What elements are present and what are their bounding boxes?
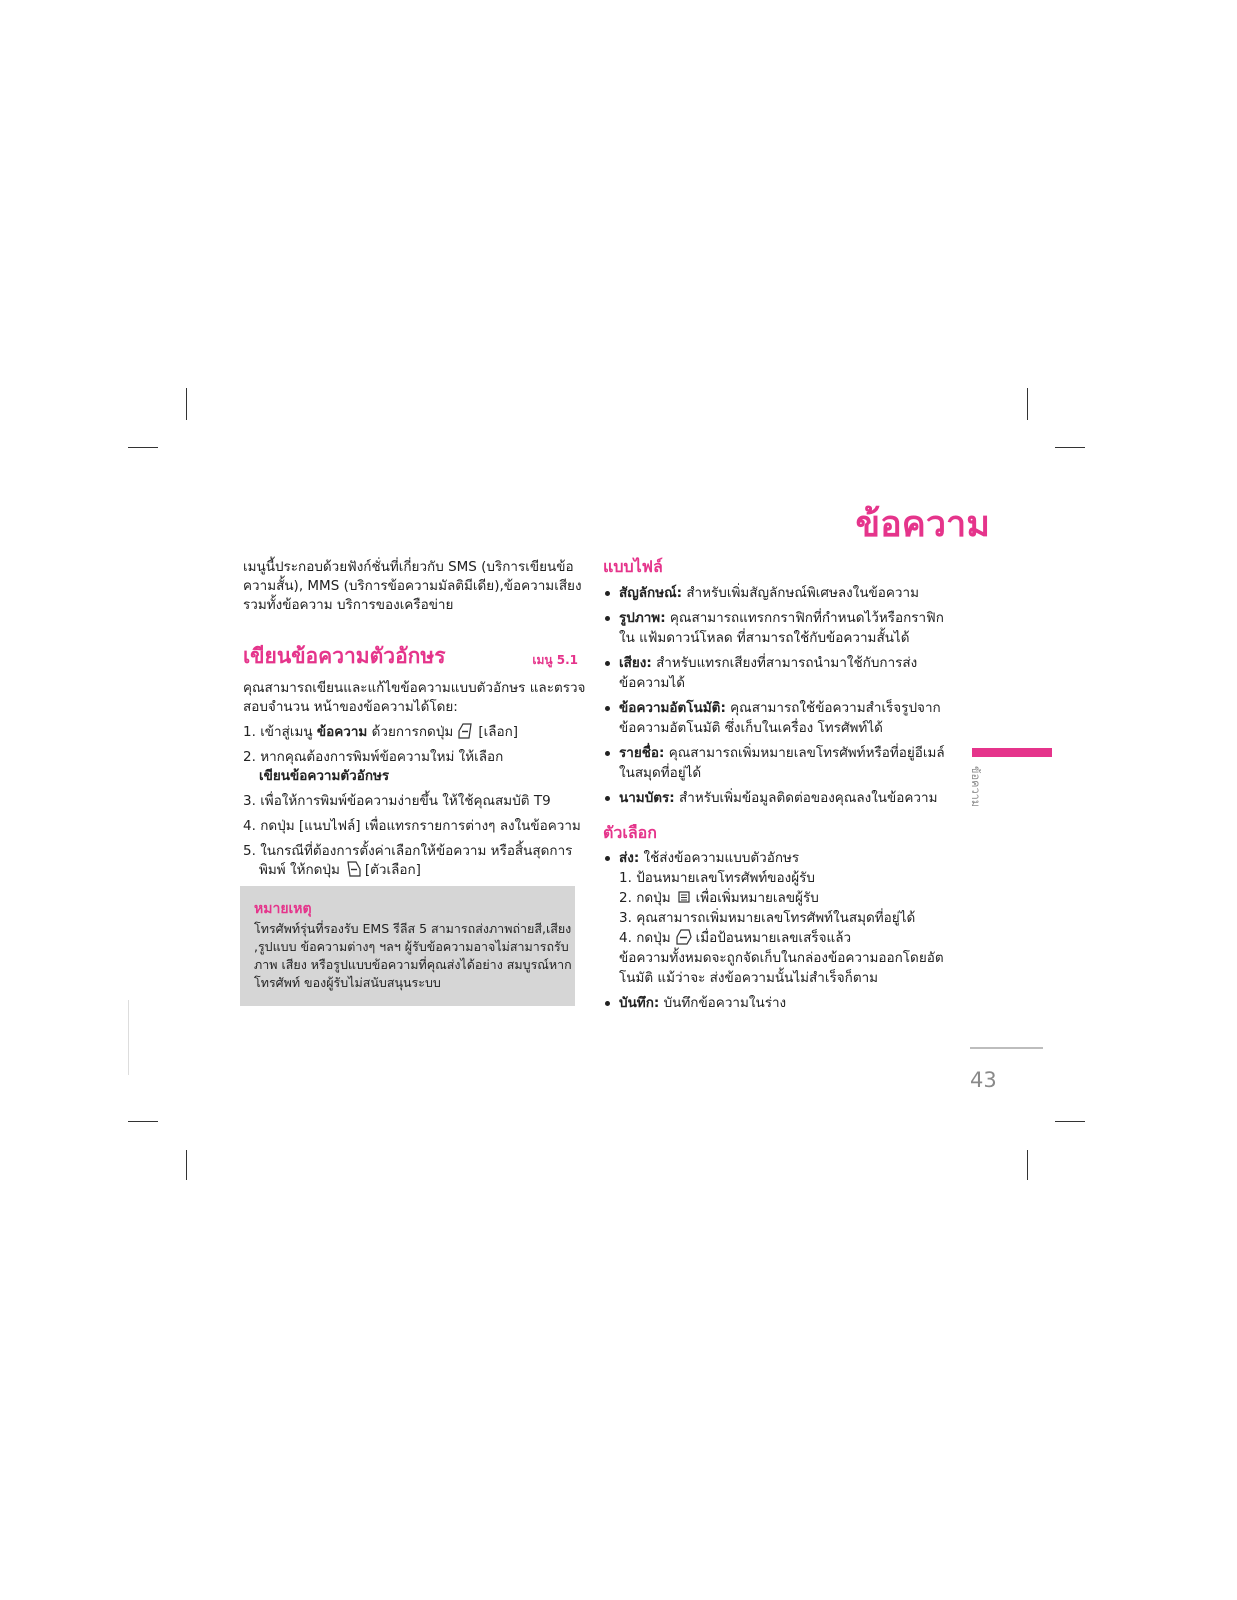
item-term: นามบัตร: xyxy=(619,790,675,806)
key-label: [เลือก] xyxy=(478,724,519,740)
step-number: 1. xyxy=(243,724,256,740)
step-text: เมื่อป้อนหมายเลขเสร็จแล้ว xyxy=(695,930,852,946)
note-line: โทรศัพท์ ของผู้รับไม่สนับสนุนระบบ xyxy=(254,975,441,990)
item-desc: คุณสามารถแทรกกราฟิกที่กำหนดไว้หรือกราฟิก xyxy=(669,610,944,626)
send-step xyxy=(619,908,943,928)
step-number: 2. xyxy=(619,890,632,906)
step-1 xyxy=(243,723,588,742)
item-term: บันทึก: xyxy=(619,995,660,1011)
crop-mark xyxy=(128,447,158,448)
step-text: ด้วยการกดปุ่ม xyxy=(371,724,454,740)
item-desc: ในสมุดที่อยู่ได้ xyxy=(619,765,702,781)
item-desc: ข้อความได้ xyxy=(619,675,685,691)
key-label: [ตัวเลือก] xyxy=(364,862,421,878)
note-line: ,รูปแบบ ข้อความต่างๆ ฯลฯ ผู้รับข้อความอาจไม่สามารถรับ xyxy=(254,939,569,954)
item-term: สัญลักษณ์: xyxy=(619,585,683,601)
left-softkey-icon xyxy=(457,723,475,739)
item-term: เสียง: xyxy=(619,655,652,671)
intro-line: รวมทั้งข้อความ บริการของเครือข่าย xyxy=(243,597,454,613)
paragraph-line: สอบจำนวน หน้าของข้อความได้โดย: xyxy=(243,699,458,715)
intro-line: ความสั้น), MMS (บริการข้อความมัลติมีเดีย),ข้อความเสียง xyxy=(243,578,582,594)
note-line: ภาพ เสียง หรือรูปแบบข้อความที่คุณส่งได้อย่าง สมบูรณ์หาก xyxy=(254,957,572,972)
section-tab-bar xyxy=(972,748,1052,757)
attach-item xyxy=(603,608,943,648)
attach-item xyxy=(603,653,943,693)
attach-heading: แบบไฟล์ xyxy=(603,557,663,576)
step-text: เพื่อให้การพิมพ์ข้อความง่ายขึ้น ให้ใช้คุณสมบัติ T9 xyxy=(260,793,551,809)
attach-item xyxy=(603,583,943,603)
step-text: ป้อนหมายเลขโทรศัพท์ของผู้รับ xyxy=(636,870,815,886)
menu-name: ข้อความ xyxy=(316,724,368,740)
section-heading: เขียนข้อความตัวอักษร xyxy=(243,644,446,668)
intro-paragraph xyxy=(243,558,588,615)
crop-mark xyxy=(1027,1150,1028,1180)
step-number: 2. xyxy=(243,749,256,765)
step-4 xyxy=(243,817,588,836)
page-number: 43 xyxy=(970,1068,997,1092)
paragraph-line: คุณสามารถเขียนและแก้ไขข้อความแบบตัวอักษร และตรวจ xyxy=(243,680,586,696)
phonebook-key-icon xyxy=(675,889,693,905)
item-desc: ใน แฟ้มดาวน์โหลด ที่สามารถใช้กับข้อความสั้นได้ xyxy=(619,630,910,646)
step-text: กดปุ่ม [แนบไฟล์] เพื่อแทรกรายการต่างๆ ลงในข้อความ xyxy=(260,818,581,834)
item-desc: ใช้ส่งข้อความแบบตัวอักษร xyxy=(643,850,800,866)
item-desc: คุณสามารถเพิ่มหมายเลขโทรศัพท์หรือที่อยู่อีเมล์ xyxy=(668,745,945,761)
intro-line: เมนูนี้ประกอบด้วยฟังก์ชั่นที่เกี่ยวกับ SMS (บริการเขียนข้อ xyxy=(243,559,574,575)
left-column xyxy=(243,558,588,880)
margin-rule xyxy=(128,1000,129,1075)
attach-item xyxy=(603,743,943,783)
step-text: กดปุ่ม xyxy=(636,890,671,906)
note-box xyxy=(240,886,575,1006)
send-step xyxy=(619,888,943,908)
step-text: หากคุณต้องการพิมพ์ข้อความใหม่ ให้เลือก xyxy=(260,749,504,765)
section-header xyxy=(243,641,588,671)
chapter-title: ข้อความ xyxy=(855,504,990,545)
right-column xyxy=(603,557,943,1013)
crop-mark xyxy=(128,1121,158,1122)
step-text: เพื่อเพิ่มหมายเลขผู้รับ xyxy=(695,890,819,906)
attach-item xyxy=(603,698,943,738)
step-text: ในกรณีที่ต้องการตั้งค่าเลือกให้ข้อความ หรือสิ้นสุดการ xyxy=(260,843,573,859)
item-term: ข้อความอัตโนมัติ: xyxy=(619,700,726,716)
item-desc: สำหรับเพิ่มสัญลักษณ์พิเศษลงในข้อความ xyxy=(686,585,919,601)
crop-mark xyxy=(1027,388,1028,420)
step-number: 5. xyxy=(243,843,256,859)
right-softkey-icon xyxy=(344,861,362,877)
note-heading: หมายเหตุ xyxy=(254,901,312,917)
step-text: เข้าสู่เมนู xyxy=(260,724,313,740)
attach-item xyxy=(603,788,943,808)
item-term: รายชื่อ: xyxy=(619,745,665,761)
step-text: คุณสามารถเพิ่มหมายเลขโทรศัพท์ในสมุดที่อยู่ได้ xyxy=(636,910,916,926)
crop-mark xyxy=(186,1150,187,1180)
section-tab-label: ข้อความ xyxy=(969,766,982,808)
item-desc: บันทึกข้อความในร่าง xyxy=(663,995,787,1011)
section-paragraph xyxy=(243,679,588,717)
step-text: พิมพ์ ให้กดปุ่ม xyxy=(259,862,340,878)
send-note-line: โนมัติ แม้ว่าจะ ส่งข้อความนั้นไม่สำเร็จก็ตาม xyxy=(619,970,879,986)
step-number: 3. xyxy=(619,910,632,926)
item-term: ส่ง: xyxy=(619,850,640,866)
page-number-rule xyxy=(970,1047,1043,1049)
option-name: เขียนข้อความตัวอักษร xyxy=(259,768,390,784)
crop-mark xyxy=(186,388,187,420)
send-step xyxy=(619,928,943,948)
step-number: 1. xyxy=(619,870,632,886)
step-number: 4. xyxy=(619,930,632,946)
option-send xyxy=(603,848,943,868)
menu-reference: เมนู 5.1 xyxy=(532,653,578,667)
options-heading: ตัวเลือก xyxy=(603,823,657,842)
step-2 xyxy=(243,748,588,786)
step-5 xyxy=(243,842,588,880)
crop-mark xyxy=(1055,1121,1085,1122)
crop-mark xyxy=(1055,447,1085,448)
step-3 xyxy=(243,792,588,811)
item-desc: ข้อความอัตโนมัติ ซึ่งเก็บในเครื่อง โทรศัพท์ได้ xyxy=(619,720,883,736)
item-desc: สำหรับแทรกเสียงที่สามารถนำมาใช้กับการส่ง xyxy=(656,655,918,671)
send-note-line: ข้อความทั้งหมดจะถูกจัดเก็บในกล่องข้อความออกโดยอัต xyxy=(619,950,944,966)
note-line: โทรศัพท์รุ่นที่รองรับ EMS รีลีส 5 สามารถส่งภาพถ่ายสี,เสียง xyxy=(254,921,572,936)
send-steps xyxy=(603,868,943,988)
step-number: 3. xyxy=(243,793,256,809)
send-step xyxy=(619,868,943,888)
softkey-icon xyxy=(675,929,693,945)
item-desc: สำหรับเพิ่มข้อมูลติดต่อของคุณลงในข้อความ xyxy=(679,790,938,806)
step-number: 4. xyxy=(243,818,256,834)
item-desc: คุณสามารถใช้ข้อความสำเร็จรูปจาก xyxy=(730,700,941,716)
item-term: รูปภาพ: xyxy=(619,610,666,626)
step-text: กดปุ่ม xyxy=(636,930,671,946)
option-save xyxy=(603,993,943,1013)
